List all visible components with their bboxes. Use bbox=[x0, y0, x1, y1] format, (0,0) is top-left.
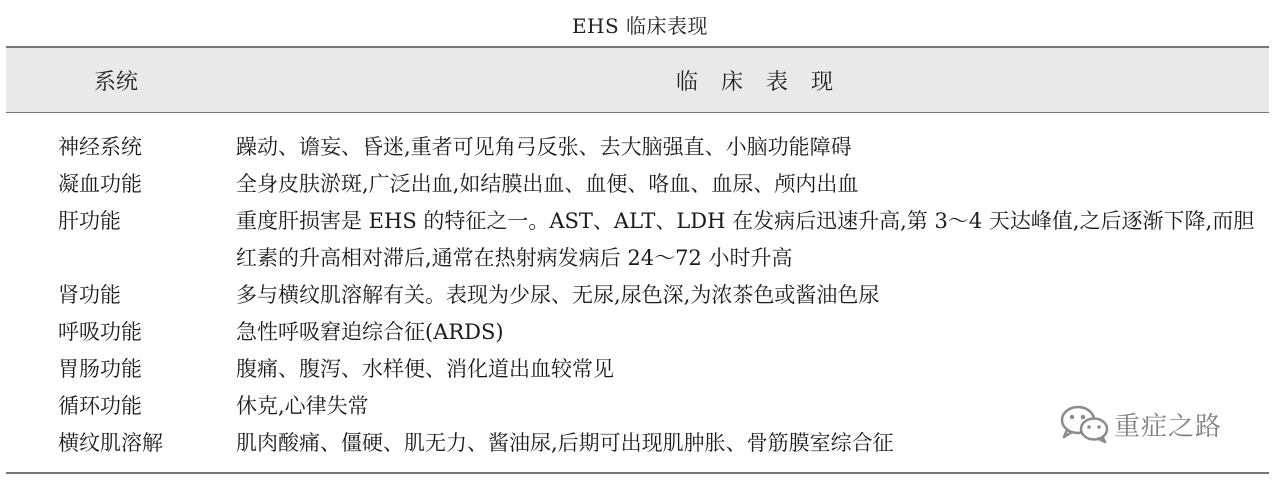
cell-description: 休克,心律失常 bbox=[236, 394, 369, 418]
table-row bbox=[6, 277, 1269, 314]
cell-description: 腹痛、腹泻、水样便、消化道出血较常见 bbox=[236, 357, 614, 381]
cell-system: 呼吸功能 bbox=[58, 320, 142, 344]
table-row bbox=[6, 203, 1269, 277]
header-system: 系统 bbox=[94, 70, 139, 95]
table-header bbox=[6, 46, 1269, 113]
cell-system: 循环功能 bbox=[58, 394, 142, 418]
table-row bbox=[6, 314, 1269, 351]
watermark bbox=[1058, 404, 1222, 444]
cell-description: 重度肝损害是 EHS 的特征之一。AST、ALT、LDH 在发病后迅速升高,第 3～4 天达峰值,之后逐渐下降,而胆红素的升高相对滞后,通常在热射病发病后 24～72 小时升高 bbox=[236, 209, 1255, 270]
cell-system: 肾功能 bbox=[58, 283, 121, 307]
table-row bbox=[6, 166, 1269, 203]
cell-description: 多与横纹肌溶解有关。表现为少尿、无尿,尿色深,为浓茶色或酱油色尿 bbox=[236, 283, 880, 307]
cell-description: 躁动、谵妄、昏迷,重者可见角弓反张、去大脑强直、小脑功能障碍 bbox=[236, 135, 852, 159]
cell-system: 胃肠功能 bbox=[58, 357, 142, 381]
wechat-icon bbox=[1058, 404, 1110, 444]
cell-system: 横纹肌溶解 bbox=[58, 431, 163, 455]
cell-system: 肝功能 bbox=[58, 209, 121, 233]
table-row bbox=[6, 351, 1269, 388]
cell-system: 神经系统 bbox=[58, 135, 142, 159]
cell-description: 肌肉酸痛、僵硬、肌无力、酱油尿,后期可出现肌肿胀、骨筋膜室综合征 bbox=[236, 431, 894, 455]
header-manifestation: 临 床 表 现 bbox=[676, 70, 841, 95]
cell-system: 凝血功能 bbox=[58, 172, 142, 196]
watermark-text: 重症之路 bbox=[1114, 411, 1223, 442]
page-title: EHS 临床表现 bbox=[571, 14, 709, 38]
cell-description: 急性呼吸窘迫综合征(ARDS) bbox=[236, 320, 504, 344]
cell-description: 全身皮肤淤斑,广泛出血,如结膜出血、血便、咯血、血尿、颅内出血 bbox=[236, 172, 859, 196]
table-row bbox=[6, 129, 1269, 166]
